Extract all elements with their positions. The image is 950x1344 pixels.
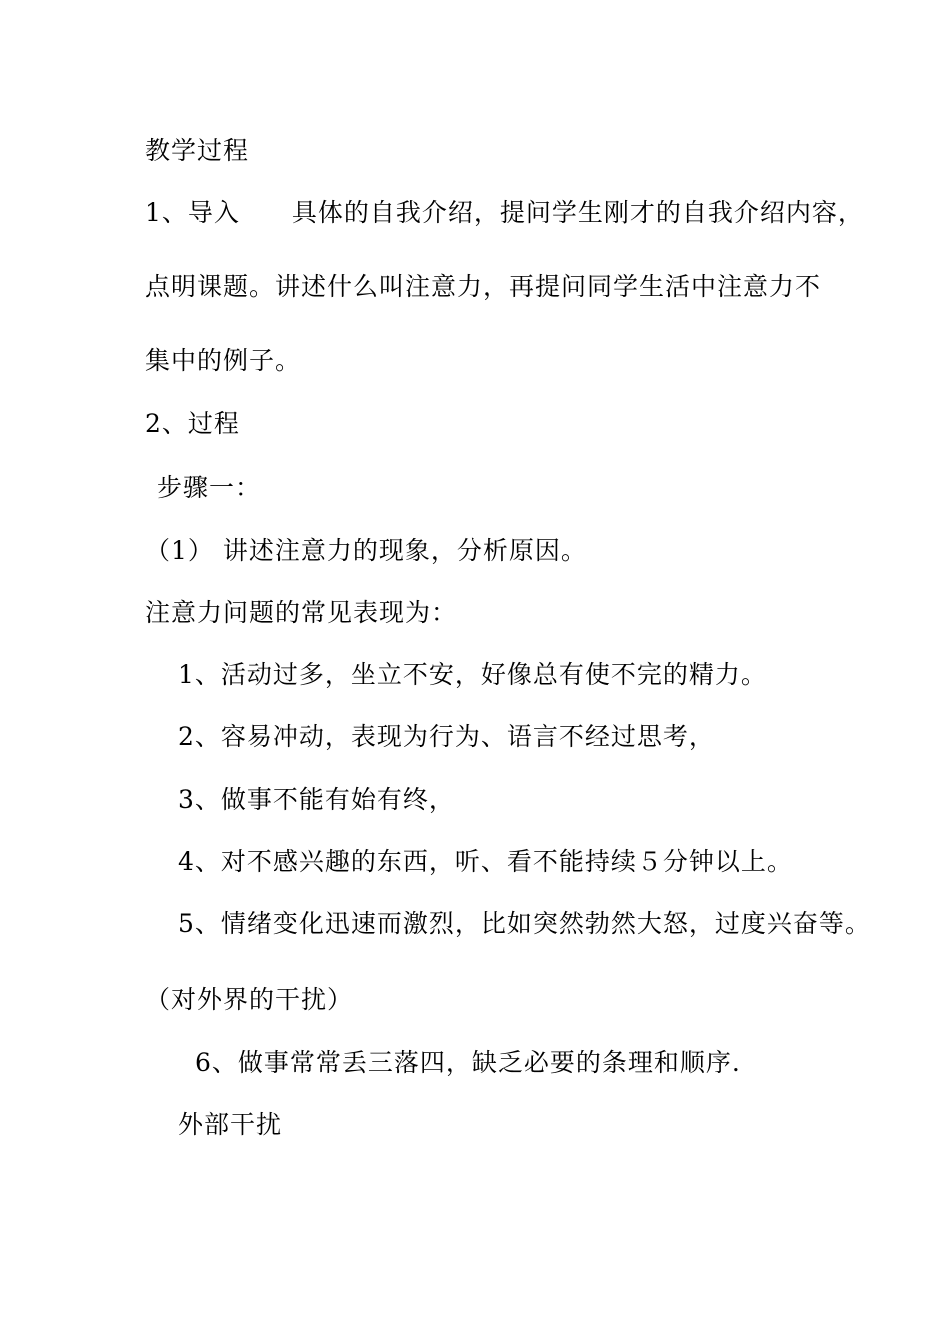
intro-line-1 (145, 198, 864, 228)
list-item: 2、容易冲动，表现为行为、语言不经过思考， (178, 722, 715, 751)
list-intro: 注意力问题的常见表现为： (145, 598, 458, 627)
step-title: 步骤一： (157, 473, 262, 502)
intro-text-1: 具体的自我介绍，提问学生刚才的自我介绍内容， (291, 198, 864, 227)
intro-number: 1、导入 (145, 198, 240, 227)
list-item: 3、做事不能有始有终， (178, 785, 455, 814)
process-title: 2、过程 (145, 409, 240, 438)
note: （对外界的干扰） (145, 985, 354, 1014)
list-item: 4、对不感兴趣的东西，听、看不能持续５分钟以上。 (178, 847, 793, 876)
external-interference: 外部干扰 (178, 1110, 283, 1139)
intro-line-3: 集中的例子。 (145, 346, 302, 375)
list-item: 5、情绪变化迅速而激烈，比如突然勃然大怒，过度兴奋等。 (178, 909, 871, 938)
section-heading: 教学过程 (145, 136, 250, 165)
sub-item: （1） 讲述注意力的现象，分析原因。 (145, 536, 587, 565)
intro-line-2: 点明课题。讲述什么叫注意力，再提问同学生活中注意力不 (145, 272, 822, 301)
list-item-6: 6、做事常常丢三落四，缺乏必要的条理和顺序. (195, 1048, 741, 1077)
list-item: 1、活动过多，坐立不安，好像总有使不完的精力。 (178, 660, 767, 689)
